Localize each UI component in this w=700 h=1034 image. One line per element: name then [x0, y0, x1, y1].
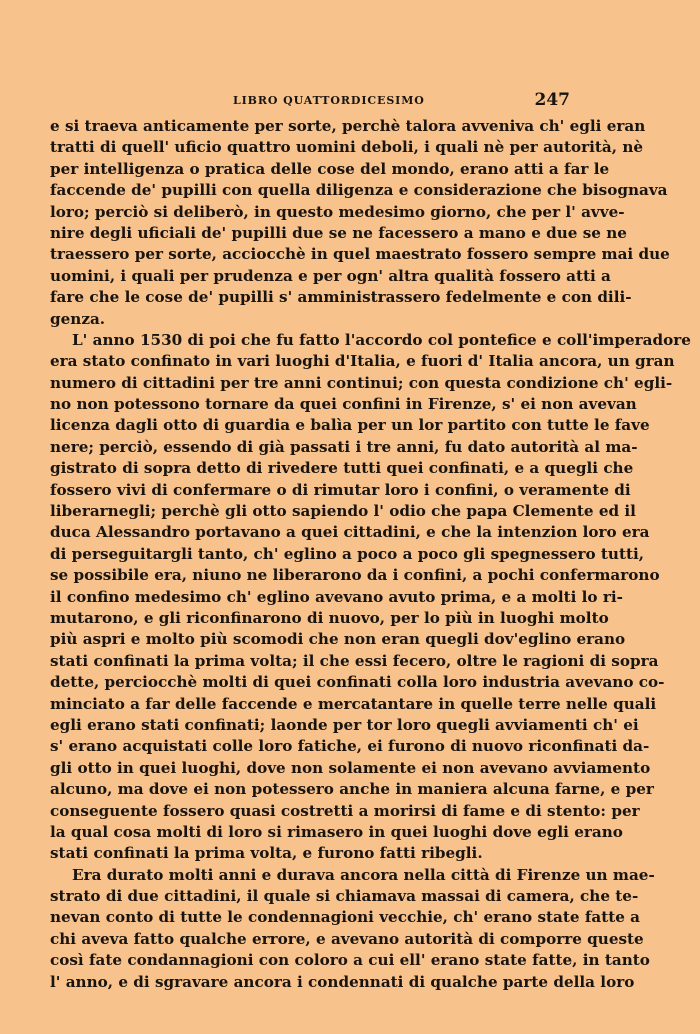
text-line: tratti di quell' uficio quattro uomini deboli, i quali nè per autorità, nè: [50, 138, 644, 157]
text-line: strato di due cittadini, il quale si chiamava massai di camera, che te-: [50, 887, 639, 906]
text-line: era stato confinato in vari luoghi d'Italia, e fuori d' Italia ancora, un gran: [50, 352, 675, 371]
text-line: stati confinati la prima volta; il che essi fecero, oltre le ragioni di sopra: [50, 651, 659, 670]
page-number: 247: [534, 90, 570, 110]
running-title: LIBRO QUATTORDICESIMO: [233, 94, 425, 107]
text-line: e si traeva anticamente per sorte, perchè talora avveniva ch' egli eran: [50, 117, 646, 135]
paragraph: [50, 116, 670, 330]
text-body: [50, 116, 691, 993]
running-head: [50, 92, 570, 114]
text-line: gli otto in quei luoghi, dove non solamente ei non avevano avviamento: [50, 758, 651, 777]
text-line: no non potessono tornare da quei confini in Firenze, s' ei non avevan: [50, 395, 637, 414]
text-line: loro; perciò si deliberò, in questo medesimo giorno, che per l' avve-: [50, 202, 625, 221]
text-line: duca Alessandro portavano a quei cittadini, e che la intenzion loro era: [50, 523, 650, 542]
text-line: nevan conto di tutte le condennagioni vecchie, ch' erano state fatte a: [50, 908, 641, 927]
text-line: stati confinati la prima volta, e furono fatti ribegli.: [50, 844, 483, 863]
text-line: fossero vivi di confermare o di rimutar loro i confini, o veramente di: [50, 480, 631, 499]
text-line: minciato a far delle faccende e mercatantare in quelle terre nelle quali: [50, 694, 657, 713]
paragraph: [50, 865, 655, 993]
text-line: genza.: [50, 309, 106, 328]
text-line: egli erano stati confinati; laonde per tor loro quegli avviamenti ch' ei: [50, 715, 639, 734]
text-line: alcuno, ma dove ei non potessero anche in maniera alcuna farne, e per: [50, 780, 654, 799]
text-line: più aspri e molto più scomodi che non eran quegli dov'eglino erano: [50, 630, 626, 649]
text-line: uomini, i quali per prudenza e per ogn' altra qualità fossero atti a: [50, 266, 611, 285]
text-line: liberarnegli; perchè gli otto sapiendo l' odio che papa Clemente ed il: [50, 502, 636, 521]
text-line: di perseguitargli tanto, ch' eglino a poco a poco gli spegnessero tutti,: [50, 544, 645, 563]
text-line: faccende de' pupilli con quella diligenza e considerazione che bisognava: [50, 181, 668, 200]
text-line: traessero per sorte, acciocchè in quel maestrato fossero sempre mai due: [50, 245, 670, 264]
text-line: licenza dagli otto di guardia e balìa per un lor partito con tutte le fave: [50, 416, 650, 435]
text-line: conseguente fossero quasi costretti a morirsi di fame e di stento: per: [50, 801, 640, 820]
text-line: mutarono, e gli riconfinarono di nuovo, per lo più in luoghi molto: [50, 608, 609, 627]
text-line: il confino medesimo ch' eglino avevano avuto prima, e a molti lo ri-: [50, 587, 623, 606]
text-line: nire degli uficiali de' pupilli due se ne facessero a mano e due se ne: [50, 223, 627, 242]
text-line: se possibile era, niuno ne liberarono da i confini, a pochi confermarono: [50, 566, 660, 585]
text-line: gistrato di sopra detto di rivedere tutti quei confinati, e a quegli che: [50, 459, 634, 478]
text-line: fare che le cose de' pupilli s' amministrassero fedelmente e con dili-: [50, 288, 632, 307]
text-line: numero di cittadini per tre anni continui; con questa condizione ch' egli-: [50, 373, 673, 392]
text-line: la qual cosa molti di loro si rimasero in quei luoghi dove egli erano: [50, 822, 623, 841]
paragraph: [50, 330, 691, 865]
text-line: L' anno 1530 di poi che fu fatto l'accordo col pontefice e coll'imperadore: [72, 330, 691, 349]
text-line: l' anno, e di sgravare ancora i condennati di qualche parte della loro: [50, 972, 635, 991]
text-line: dette, perciocchè molti di quei confinati colla loro industria avevano co-: [50, 673, 665, 692]
text-line: Era durato molti anni e durava ancora nella città di Firenze un mae-: [72, 865, 655, 884]
text-line: s' erano acquistati colle loro fatiche, ei furono di nuovo riconfinati da-: [50, 737, 650, 756]
text-line: per intelligenza o pratica delle cose del mondo, erano atti a far le: [50, 159, 610, 178]
text-line: nere; perciò, essendo di già passati i tre anni, fu dato autorità al ma-: [50, 437, 638, 456]
text-line: chi aveva fatto qualche errore, e avevano autorità di comporre queste: [50, 929, 644, 948]
text-line: così fate condannagioni con coloro a cui ell' erano state fatte, in tanto: [50, 951, 650, 970]
